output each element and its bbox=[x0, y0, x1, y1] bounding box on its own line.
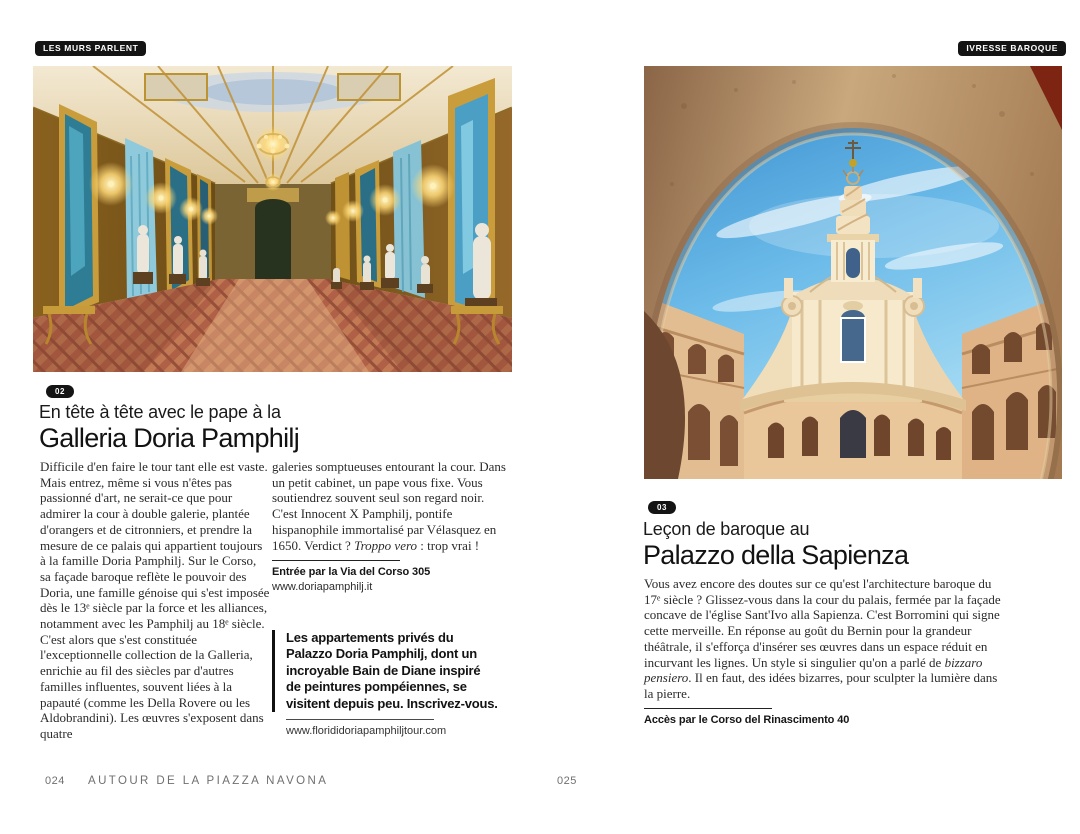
footer-section-title: AUTOUR DE LA PIAZZA NAVONA bbox=[88, 775, 329, 787]
article-column-1: Difficile d'en faire le tour tant elle est vaste. Mais entrez, même si vous n'êtes pas passionné d'art, ne serait-ce que pour admirer la cour à double galerie, plantée d'orangers et de citronniers, et prendre la mesure de ce palais qui appartient toujours à la famille Doria Pamphilj. Sur le Corso, sa façade baroque reflète le pouvoir des Doria, une famille génoise qui s'est imposée dès le 13ᵉ siècle par la force et les alliances, notamment avec les Pamphilj au 18ᵉ siècle. C'est alors que s'est constituée l'exceptionnelle collection de la Galleria, enrichie au fil des siècles par d'autres familles influentes, souvent liées à la papauté (comme les Della Rovere ou les Aldobrandini). Les œuvres s'exposent dans quatre bbox=[40, 459, 270, 741]
address-line: Entrée par la Via del Corso 305 bbox=[272, 566, 431, 579]
galleria-doria-pamphilj-photo bbox=[33, 66, 512, 372]
italic-phrase: Troppo vero bbox=[354, 537, 418, 553]
page-number-left: 024 bbox=[45, 775, 65, 787]
callout-website: www.florididoriapamphiljtour.com bbox=[286, 725, 447, 738]
address-block bbox=[272, 560, 506, 594]
address-rule bbox=[644, 708, 772, 709]
article-title: Palazzo della Sapienza bbox=[643, 540, 909, 570]
section-badge-left: LES MURS PARLENT bbox=[35, 41, 146, 56]
page-number-right: 025 bbox=[557, 775, 577, 787]
article-kicker: En tête à tête avec le pape à la bbox=[39, 402, 281, 422]
article-body bbox=[644, 576, 1002, 702]
article-number-badge: 02 bbox=[46, 385, 74, 398]
article-number-badge: 03 bbox=[648, 501, 676, 514]
article-column-2 bbox=[272, 459, 506, 740]
italic-phrase: bizzaro pensiero bbox=[644, 654, 983, 686]
galleria-illustration bbox=[33, 66, 512, 372]
sapienza-illustration bbox=[644, 66, 1062, 479]
address-block bbox=[644, 708, 849, 727]
callout-footer bbox=[286, 719, 506, 740]
article-paragraph bbox=[272, 459, 506, 553]
paragraph-text: Vous avez encore des doutes sur ce qu'est l'architecture baroque du 17ᵉ siècle ? Glissez-vous dans la cour du palais, fermée par la façade concave de l'église Sant'Ivo alla Sapienza. C'est Borromini qui signe cette merveille. En réponse au goût du Bernin pour la grandeur théâtrale, il s'efforça d'insérer ses œuvres dans un espace réduit en incurvant les lignes. Un style si singulier qu'on a parlé de bbox=[644, 576, 1001, 670]
address-rule bbox=[272, 560, 400, 561]
paragraph-text: : trop vrai ! bbox=[417, 537, 480, 553]
paragraph-text: galeries somptueuses entourant la cour. Dans un petit cabinet, un pape vous fixe. Vous soutiendrez souvent seul son regard noir. C'est Innocent X Pamphilj, pontife hispanophile immortalisé par Vélasquez en 1650. Verdict ? bbox=[272, 459, 506, 553]
callout-rule bbox=[286, 719, 434, 720]
address-website: www.doriapamphilj.it bbox=[272, 580, 373, 593]
address-line: Accès par le Corso del Rinascimento 40 bbox=[644, 714, 850, 726]
article-kicker: Leçon de baroque au bbox=[643, 519, 810, 539]
paragraph-text: . Il en faut, des idées bizarres, pour sculpter la lumière dans la pierre. bbox=[644, 670, 998, 701]
callout-box: Les appartements privés du Palazzo Doria Pamphilj, dont un incroyable Bain de Diane inspiré de peintures pompéiennes, se visitent depuis peu. Inscrivez-vous. bbox=[272, 630, 498, 713]
section-badge-right: IVRESSE BAROQUE bbox=[958, 41, 1066, 56]
sapienza-courtyard-photo bbox=[644, 66, 1062, 479]
article-title: Galleria Doria Pamphilj bbox=[39, 423, 300, 453]
